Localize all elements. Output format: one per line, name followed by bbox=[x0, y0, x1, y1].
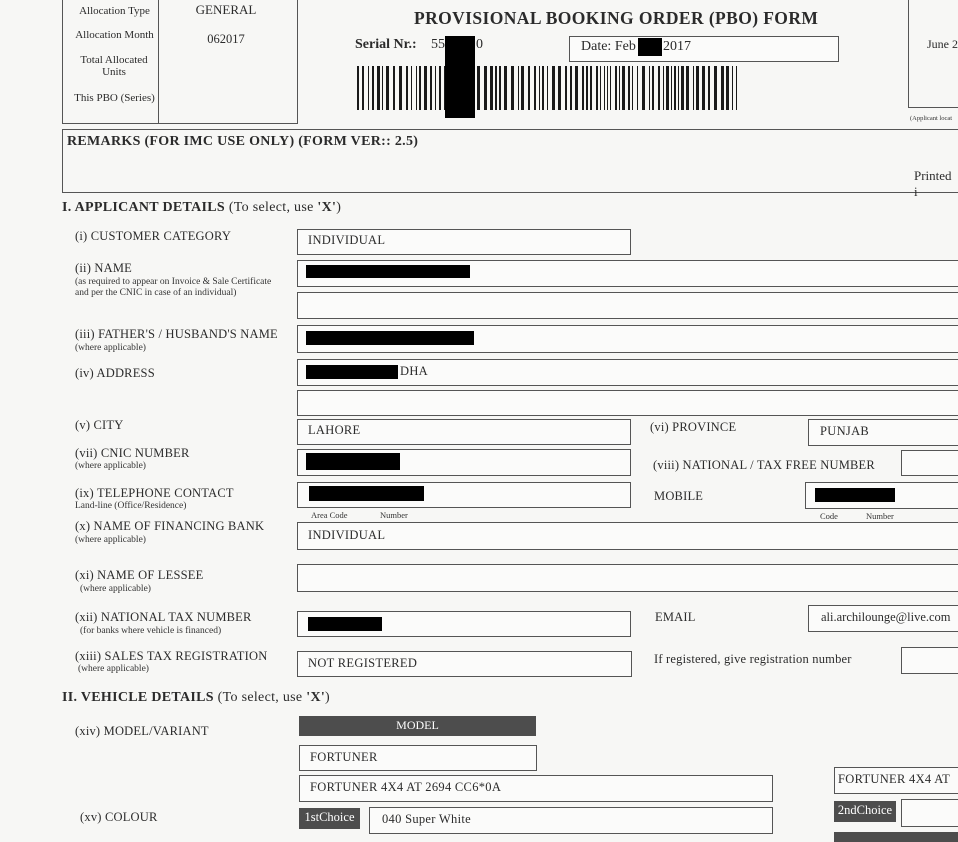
telephone-redaction bbox=[309, 486, 424, 501]
lessee-field[interactable] bbox=[297, 564, 958, 592]
barcode-bar bbox=[528, 66, 530, 110]
variant-right-value: FORTUNER 4X4 AT bbox=[838, 772, 951, 786]
date-redaction bbox=[638, 38, 662, 56]
barcode-bar bbox=[726, 66, 729, 110]
barcode-bar bbox=[622, 66, 625, 110]
barcode-bar bbox=[424, 66, 427, 110]
barcode-bar bbox=[362, 66, 364, 110]
barcode-bar bbox=[499, 66, 501, 110]
barcode-bar bbox=[652, 66, 654, 110]
name-label: (ii) NAME bbox=[75, 261, 133, 275]
ntn-redaction bbox=[308, 617, 382, 631]
lessee-note: (where applicable) bbox=[80, 584, 151, 594]
barcode bbox=[357, 66, 739, 110]
applicant-section-title-text: I. APPLICANT DETAILS bbox=[62, 200, 226, 215]
barcode-bar bbox=[642, 66, 645, 110]
barcode-bar bbox=[357, 66, 359, 110]
remarks-label: REMARKS (FOR IMC USE ONLY) (FORM VER:: 2.5) bbox=[67, 134, 419, 149]
model-variant-label: (xiv) MODEL/VARIANT bbox=[75, 724, 209, 738]
barcode-bar bbox=[416, 66, 417, 110]
barcode-bar bbox=[721, 66, 724, 110]
registration-label: If registered, give registration number bbox=[654, 652, 852, 666]
barcode-bar bbox=[575, 66, 578, 110]
financing-bank-field[interactable] bbox=[297, 522, 958, 550]
vehicle-section-title-text: II. VEHICLE DETAILS bbox=[62, 690, 214, 705]
province-value: PUNJAB bbox=[820, 424, 870, 438]
second-choice-label: 2ndChoice bbox=[834, 801, 896, 822]
form-title: PROVISIONAL BOOKING ORDER (PBO) FORM bbox=[414, 8, 819, 28]
address-value: DHA bbox=[400, 364, 428, 378]
telephone-label: (ix) TELEPHONE CONTACT bbox=[75, 486, 234, 500]
barcode-bar bbox=[604, 66, 605, 110]
right-info-panel bbox=[908, 0, 958, 108]
printed-text: Printed i bbox=[914, 168, 952, 199]
total-units-label: Total Allocated Units bbox=[80, 54, 148, 78]
sales-tax-note: (where applicable) bbox=[78, 664, 149, 674]
customer-category-label: (i) CUSTOMER CATEGORY bbox=[75, 229, 232, 243]
barcode-bar bbox=[372, 66, 374, 110]
barcode-bar bbox=[430, 66, 432, 110]
barcode-bar bbox=[504, 66, 507, 110]
barcode-bar bbox=[632, 66, 633, 110]
ntn-free-field[interactable] bbox=[901, 450, 958, 476]
barcode-bar bbox=[495, 66, 497, 110]
second-choice-field[interactable] bbox=[901, 799, 958, 827]
barcode-bar bbox=[565, 66, 567, 110]
serial-suffix: 0 bbox=[476, 37, 483, 52]
vehicle-section-hint-x: 'X' bbox=[306, 690, 326, 705]
barcode-bar bbox=[610, 66, 611, 110]
cnic-note: (where applicable) bbox=[75, 461, 146, 471]
email-value: ali.archilounge@live.com bbox=[821, 610, 951, 624]
barcode-bar bbox=[586, 66, 588, 110]
serial-prefix: 55 bbox=[431, 37, 445, 52]
barcode-bar bbox=[714, 66, 717, 110]
ntn-label: (xii) NATIONAL TAX NUMBER bbox=[75, 610, 252, 624]
city-value: LAHORE bbox=[308, 423, 361, 437]
applicant-section-hint-x: 'X' bbox=[317, 200, 337, 215]
ntn-note: (for banks where vehicle is financed) bbox=[80, 626, 222, 636]
barcode-bar bbox=[619, 66, 620, 110]
barcode-bar bbox=[518, 66, 519, 110]
telephone-note: Land-line (Office/Residence) bbox=[75, 501, 187, 511]
ntn-free-label: (viii) NATIONAL / TAX FREE NUMBER bbox=[653, 458, 875, 472]
city-label: (v) CITY bbox=[75, 418, 124, 432]
sales-tax-label: (xiii) SALES TAX REGISTRATION bbox=[75, 649, 268, 663]
barcode-bar bbox=[681, 66, 684, 110]
allocation-month-value: 062017 bbox=[207, 32, 245, 46]
father-name-note: (where applicable) bbox=[75, 343, 146, 353]
barcode-bar bbox=[590, 66, 592, 110]
mobile-redaction bbox=[815, 488, 895, 502]
barcode-bar bbox=[435, 66, 436, 110]
barcode-bar bbox=[674, 66, 676, 110]
father-name-redaction bbox=[306, 331, 474, 345]
customer-category-value: INDIVIDUAL bbox=[308, 233, 386, 247]
name-redaction bbox=[306, 265, 470, 278]
allocation-type-label: Allocation Type bbox=[79, 5, 150, 17]
serial-label: Serial Nr.: bbox=[355, 37, 417, 52]
cnic-redaction bbox=[306, 453, 400, 470]
barcode-bar bbox=[406, 66, 408, 110]
barcode-bar bbox=[484, 66, 487, 110]
barcode-bar bbox=[678, 66, 679, 110]
cnic-label: (vii) CNIC NUMBER bbox=[75, 446, 190, 460]
barcode-bar bbox=[552, 66, 555, 110]
barcode-bar bbox=[393, 66, 395, 110]
barcode-bar bbox=[649, 66, 650, 110]
barcode-bar bbox=[377, 66, 380, 110]
name-field-line2[interactable] bbox=[297, 292, 958, 319]
serial-redaction bbox=[445, 36, 475, 118]
this-pbo-label: This PBO (Series) bbox=[74, 92, 155, 104]
applicant-section-hint-end: ) bbox=[336, 200, 342, 215]
lessee-label: (xi) NAME OF LESSEE bbox=[75, 568, 204, 582]
barcode-bar bbox=[696, 66, 699, 110]
barcode-bar bbox=[607, 66, 608, 110]
barcode-bar bbox=[419, 66, 421, 110]
father-name-label: (iii) FATHER'S / HUSBAND'S NAME bbox=[75, 327, 278, 341]
barcode-bar bbox=[411, 66, 412, 110]
barcode-bar bbox=[570, 66, 572, 110]
vehicle-section-title bbox=[62, 690, 330, 706]
date-suffix: 2017 bbox=[663, 39, 691, 54]
barcode-bar bbox=[702, 66, 705, 110]
financing-bank-value: INDIVIDUAL bbox=[308, 528, 386, 542]
right-panel-text: June 2 bbox=[927, 37, 958, 51]
sales-tax-value: NOT REGISTERED bbox=[308, 656, 418, 670]
barcode-bar bbox=[686, 66, 689, 110]
first-choice-label: 1stChoice bbox=[299, 808, 360, 829]
vehicle-section-hint: (To select, use bbox=[217, 690, 307, 705]
phone-number-label: Number bbox=[380, 510, 408, 520]
registration-number-field[interactable] bbox=[901, 647, 958, 674]
barcode-bar bbox=[708, 66, 710, 110]
allocation-type-value: GENERAL bbox=[195, 2, 257, 17]
barcode-bar bbox=[732, 66, 733, 110]
variant-value: FORTUNER 4X4 AT 2694 CC6*0A bbox=[310, 780, 502, 794]
barcode-bar bbox=[628, 66, 630, 110]
barcode-bar bbox=[582, 66, 584, 110]
colour-label: (xv) COLOUR bbox=[80, 810, 158, 824]
address-label: (iv) ADDRESS bbox=[75, 366, 155, 380]
barcode-bar bbox=[521, 66, 524, 110]
barcode-bar bbox=[658, 66, 660, 110]
barcode-bar bbox=[615, 66, 617, 110]
model-header: MODEL bbox=[299, 716, 536, 736]
barcode-bar bbox=[671, 66, 672, 110]
date-label: Date: Feb bbox=[581, 39, 636, 54]
barcode-bar bbox=[386, 66, 389, 110]
mobile-number-label: Number bbox=[866, 511, 894, 521]
address-redaction bbox=[306, 365, 398, 379]
barcode-bar bbox=[600, 66, 601, 110]
barcode-bar bbox=[663, 66, 664, 110]
barcode-bar bbox=[490, 66, 493, 110]
barcode-bar bbox=[477, 66, 480, 110]
province-label: (vi) PROVINCE bbox=[650, 420, 737, 434]
name-note: (as required to appear on Invoice & Sale Certificate and per the CNIC in case of an individual) bbox=[75, 277, 272, 298]
applicant-section-hint: (To select, use bbox=[228, 200, 318, 215]
vehicle-section-hint-end: ) bbox=[325, 690, 331, 705]
barcode-bar bbox=[439, 66, 441, 110]
applicant-location-note: (Applicant locat bbox=[910, 115, 953, 122]
barcode-bar bbox=[596, 66, 598, 110]
barcode-bar bbox=[558, 66, 561, 110]
barcode-bar bbox=[368, 66, 369, 110]
barcode-bar bbox=[542, 66, 544, 110]
address-field-line2[interactable] bbox=[297, 390, 958, 416]
allocation-month-label: Allocation Month bbox=[75, 29, 154, 41]
area-code-label: Area Code bbox=[311, 510, 348, 520]
barcode-bar bbox=[511, 66, 514, 110]
barcode-bar bbox=[666, 66, 669, 110]
barcode-bar bbox=[637, 66, 638, 110]
financing-bank-note: (where applicable) bbox=[75, 535, 146, 545]
financing-bank-label: (x) NAME OF FINANCING BANK bbox=[75, 519, 265, 533]
barcode-bar bbox=[736, 66, 737, 110]
barcode-bar bbox=[382, 66, 383, 110]
applicant-section-title bbox=[62, 200, 341, 216]
mobile-label: MOBILE bbox=[654, 489, 704, 503]
barcode-bar bbox=[547, 66, 548, 110]
model-value: FORTUNER bbox=[310, 750, 378, 764]
barcode-bar bbox=[399, 66, 402, 110]
barcode-bar bbox=[539, 66, 540, 110]
allocation-box bbox=[62, 0, 298, 124]
first-choice-value: 040 Super White bbox=[382, 812, 471, 826]
email-label: EMAIL bbox=[655, 610, 696, 624]
barcode-bar bbox=[693, 66, 694, 110]
barcode-bar bbox=[534, 66, 536, 110]
mobile-code-label: Code bbox=[820, 511, 838, 521]
